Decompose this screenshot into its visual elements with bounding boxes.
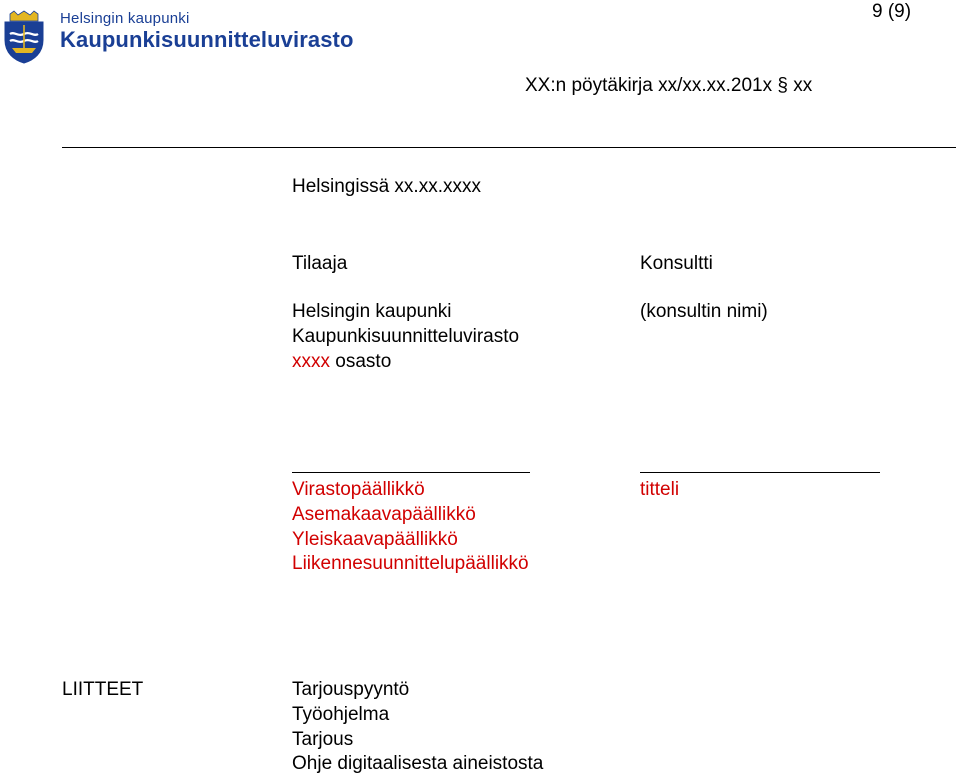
consultant-heading: Konsultti xyxy=(640,253,713,274)
signatory-title: Yleiskaavapäällikkö xyxy=(292,528,458,550)
client-heading: Tilaaja xyxy=(292,253,348,274)
signatory-title: Virastopäällikkö xyxy=(292,479,425,500)
department-placeholder: xxxx xyxy=(292,350,330,372)
client-organization xyxy=(292,300,519,374)
signatory-title: Asemakaavapäällikkö xyxy=(292,503,476,525)
attachment-item: Ohje digitaalisesta aineistosta xyxy=(292,753,544,775)
page-number: 9 (9) xyxy=(872,1,912,22)
place-date: Helsingissä xx.xx.xxxx xyxy=(292,176,481,197)
consultant-name-placeholder: (konsultin nimi) xyxy=(640,301,768,322)
client-signature-line xyxy=(292,472,530,473)
city-name: Helsingin kaupunki xyxy=(60,10,190,27)
client-department xyxy=(292,350,519,375)
consultant-signatory-title: titteli xyxy=(640,479,680,500)
attachment-item: Työohjelma xyxy=(292,703,390,725)
header-divider xyxy=(62,147,956,148)
document-title: XX:n pöytäkirja xx/xx.xx.201x § xx xyxy=(525,75,813,96)
helsinki-coat-of-arms-logo xyxy=(2,10,46,64)
attachments-heading: LIITTEET xyxy=(62,679,144,700)
attachment-item: Tarjouspyyntö xyxy=(292,679,410,700)
client-org-line1: Helsingin kaupunki xyxy=(292,301,452,322)
consultant-signature-line xyxy=(640,472,880,473)
department-suffix: osasto xyxy=(330,350,392,372)
client-org-line2: Kaupunkisuunnitteluvirasto xyxy=(292,325,520,347)
client-signatory-titles xyxy=(292,478,529,577)
attachment-item: Tarjous xyxy=(292,728,354,750)
signatory-title: Liikennesuunnittelupäällikkö xyxy=(292,553,529,575)
department-name: Kaupunkisuunnitteluvirasto xyxy=(60,27,354,52)
attachments-list xyxy=(292,678,543,777)
